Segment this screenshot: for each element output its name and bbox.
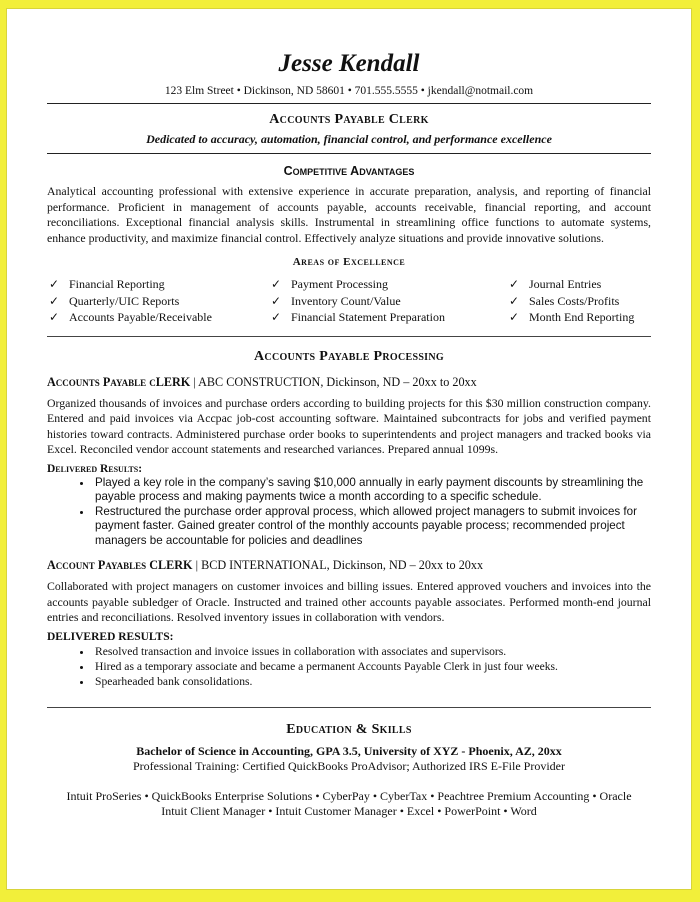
job-entry-1-header — [47, 375, 651, 390]
areas-of-excellence-heading: Areas of Excellence — [292, 256, 406, 268]
list-item: • Played a key role in the company’s saving $10,000 annually in early payment discounts by streamlining the payable process and making payments twice a month according to a specific schedule. — [93, 476, 651, 505]
area-item: ✓ Financial Reporting — [49, 277, 165, 291]
degree-line: Bachelor of Science in Accounting, GPA 3.5, University of XYZ - Phoenix, AZ, 20xx — [136, 743, 562, 758]
skills-line: Intuit ProSeries • QuickBooks Enterprise Solutions • CyberPay • CyberTax • Peachtree Premium Accounting • Oracle — [66, 788, 632, 803]
job-description: Collaborated with project managers on customer invoices and billing issues. Entered approved vouchers and invoices into the accounts payable subledger of Oracle. Instructed and trained other accounts payable associates. Performed month-end journal entries and reconciliations. Resolved inventory issues in collaboration with vendors. — [47, 579, 651, 624]
skills-line: Intuit Client Manager • Intuit Customer Manager • Excel • PowerPoint • Word — [161, 804, 537, 818]
header-divider — [47, 103, 651, 104]
contact-line: 123 Elm Street • Dickinson, ND 58601 • 701.555.5555 • jkendall@notmail.com — [164, 85, 534, 97]
area-item: ✓ Sales Costs/Profits — [509, 293, 620, 308]
list-item: • Restructured the purchase order approval process, which allowed project managers to submit invoices for payment faster. Gained greater control of the monthly accounts payable process; recommended project managers be accountable for policies and deadlines — [93, 505, 651, 549]
processing-heading: Accounts Payable Processing — [254, 348, 444, 364]
results-list — [47, 476, 651, 549]
candidate-name: Jesse Kendall — [278, 50, 420, 77]
area-item: ✓ Month End Reporting — [509, 310, 635, 324]
area-item: ✓ Quarterly/UIC Reports — [49, 293, 180, 308]
job-entry-2-header — [47, 558, 651, 573]
resume-page — [6, 8, 692, 890]
list-item: • Spearheaded bank consolidations. — [93, 674, 651, 689]
check-icon: ✓ — [509, 277, 520, 291]
job-description: Organized thousands of invoices and purchase orders according to building projects for this $30 million construction company. Entered and paid invoices via Accpac job-cost accounting software. Maintained subcontracts for jobs and verified payment histories toward contracts. Administered purchase order books to superintendents and project managers and tracked books via Excel. Reconciled vendor account statements and researched variances. Prepared annual 1099s. — [47, 395, 651, 456]
area-item: ✓ Financial Statement Preparation — [271, 310, 445, 324]
check-icon: ✓ — [271, 310, 282, 324]
list-item: • Resolved transaction and invoice issues in collaboration with associates and supervisors. — [93, 644, 651, 659]
check-icon: ✓ — [509, 310, 520, 324]
delivered-results-heading: Delivered Results: — [47, 462, 143, 475]
resume-content — [47, 9, 651, 820]
job-title: Accounts Payable Clerk — [269, 112, 429, 127]
area-item: ✓ Journal Entries — [509, 277, 602, 291]
job-role: Account Payables CLERK — [47, 558, 193, 572]
check-icon: ✓ — [49, 293, 60, 308]
job-details: | BCD INTERNATIONAL, Dickinson, ND – 20xx to 20xx — [192, 558, 484, 572]
check-icon: ✓ — [49, 310, 60, 324]
processing-divider — [47, 707, 651, 708]
check-icon: ✓ — [49, 277, 60, 291]
results-list — [47, 644, 651, 689]
education-heading: Education & Skills — [286, 721, 412, 737]
check-icon: ✓ — [271, 293, 282, 308]
check-icon: ✓ — [509, 293, 520, 308]
area-item: ✓ Inventory Count/Value — [271, 293, 401, 308]
competitive-advantages-heading: Competitive Advantages — [283, 164, 415, 178]
training-line: Professional Training: Certified QuickBooks ProAdvisor; Authorized IRS E-File Provider — [133, 759, 565, 773]
title-divider — [47, 153, 651, 154]
tagline: Dedicated to accuracy, automation, financial control, and performance excellence — [146, 132, 552, 146]
check-icon: ✓ — [271, 277, 282, 291]
areas-of-excellence-grid — [47, 276, 651, 326]
competitive-advantages-text: Analytical accounting professional with extensive experience in accurate preparation, analysis, and reporting of financial performance. Proficient in management of accounts payable, accounts receivable, financial reporting, and account reconciliations. Exceptional financial analysis skills. Instrumental in streamlining office functions to automate systems, enhance productivity, and maximize financial control. Effectively analyze situations and provide innovative solutions. — [47, 184, 651, 245]
delivered-results-heading: DELIVERED RESULTS: — [47, 630, 174, 643]
job-details: | ABC CONSTRUCTION, Dickinson, ND – 20xx to 20xx — [190, 374, 477, 389]
area-item: ✓ Accounts Payable/Receivable — [49, 310, 212, 324]
list-item: • Hired as a temporary associate and became a permanent Accounts Payable Clerk in just four weeks. — [93, 659, 651, 674]
area-item: ✓ Payment Processing — [271, 277, 388, 291]
job-role: Accounts Payable cLERK — [47, 374, 191, 389]
areas-divider — [47, 336, 651, 337]
